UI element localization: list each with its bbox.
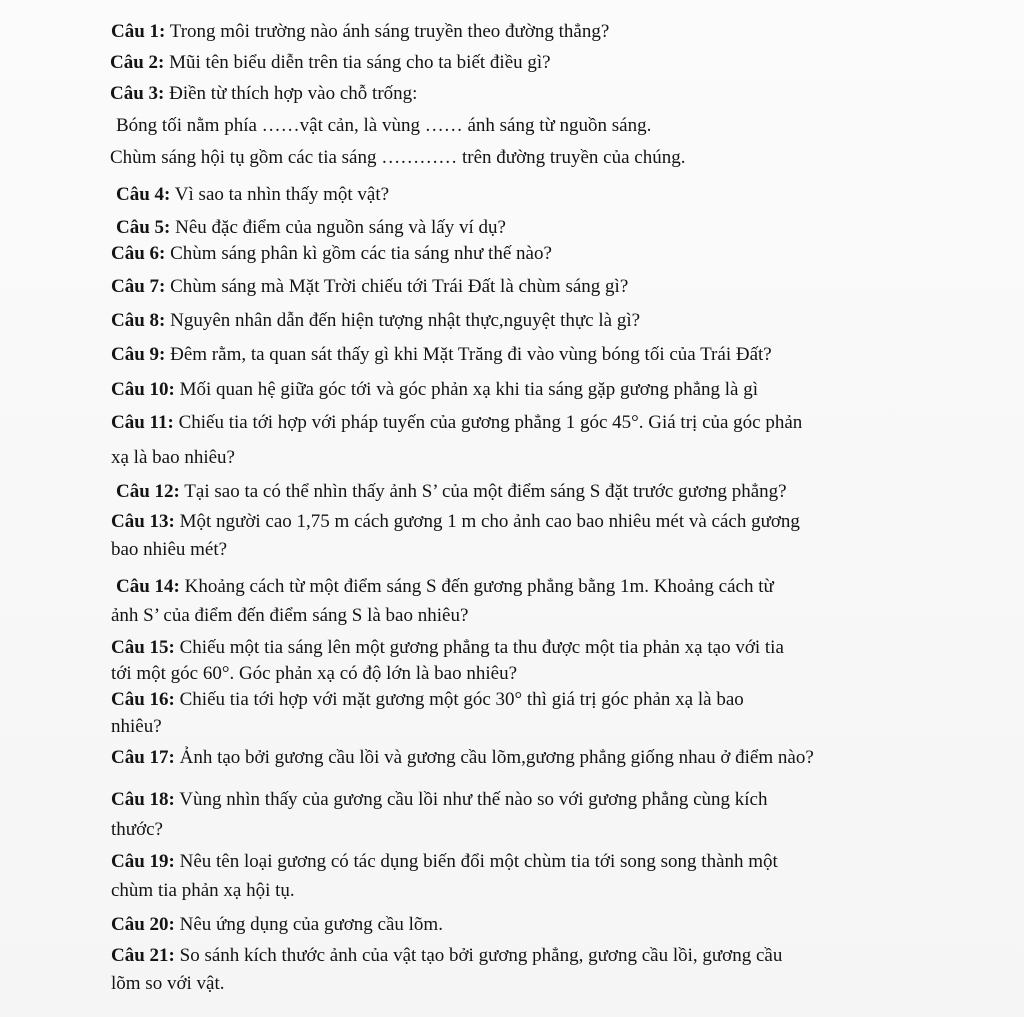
- question-label: Câu 7:: [111, 276, 166, 297]
- question-2: [110, 51, 551, 75]
- question-15: [111, 636, 784, 660]
- question-text: Chùm sáng phân kì gồm các tia sáng như thế nào?: [170, 243, 552, 264]
- question-18-continuation: thước?: [111, 819, 163, 840]
- question-text: Vì sao ta nhìn thấy một vật?: [174, 184, 390, 205]
- question-18: [111, 788, 767, 812]
- question-text: Nêu tên loại gương có tác dụng biến đổi một chùm tia tới song song thành một: [179, 851, 778, 872]
- question-8: [111, 309, 640, 333]
- question-text: Trong môi trường nào ánh sáng truyền theo đường thẳng?: [169, 21, 610, 42]
- question-3: [110, 82, 417, 106]
- question-14: [116, 575, 774, 599]
- question-label: Câu 18:: [111, 789, 175, 810]
- question-label: Câu 9:: [111, 344, 166, 365]
- question-label: Câu 5:: [116, 217, 171, 238]
- question-17: [111, 746, 814, 770]
- question-label: Câu 6:: [111, 243, 166, 264]
- question-label: Câu 12:: [116, 481, 180, 502]
- question-label: Câu 16:: [111, 689, 175, 710]
- question-text: Vùng nhìn thấy của gương cầu lồi như thế nào so với gương phẳng cùng kích: [179, 789, 768, 810]
- question-text: Điền từ thích hợp vào chỗ trống:: [169, 83, 418, 104]
- question-11-continuation: xạ là bao nhiêu?: [111, 447, 235, 468]
- question-text: Nêu đặc điểm của nguồn sáng và lấy ví dụ?: [175, 217, 506, 238]
- question-14-continuation: ảnh S’ của điểm đến điểm sáng S là bao nhiêu?: [111, 605, 469, 626]
- question-text: Chùm sáng mà Mặt Trời chiếu tới Trái Đất là chùm sáng gì?: [170, 276, 629, 297]
- question-text: Ảnh tạo bởi gương cầu lồi và gương cầu lõm,gương phẳng giống nhau ở điểm nào?: [179, 747, 814, 768]
- question-19-continuation: chùm tia phản xạ hội tụ.: [111, 880, 295, 901]
- question-text: Một người cao 1,75 m cách gương 1 m cho ảnh cao bao nhiêu mét và cách gương: [179, 511, 800, 532]
- question-label: Câu 21:: [111, 945, 175, 966]
- question-11: [111, 411, 802, 435]
- question-label: Câu 4:: [116, 184, 171, 205]
- question-text: So sánh kích thước ảnh của vật tạo bởi gương phẳng, gương cầu lồi, gương cầu: [179, 945, 783, 966]
- question-4: [116, 183, 389, 207]
- question-label: Câu 19:: [111, 851, 175, 872]
- question-label: Câu 10:: [111, 379, 175, 400]
- question-label: Câu 15:: [111, 637, 175, 658]
- question-19: [111, 850, 778, 874]
- question-text: Khoảng cách từ một điểm sáng S đến gương phẳng bằng 1m. Khoảng cách từ: [184, 576, 774, 597]
- question-text: Chiếu tia tới hợp với mặt gương một góc 30° thì giá trị góc phản xạ là bao: [179, 689, 744, 710]
- question-10: [111, 378, 758, 402]
- question-7: [111, 275, 628, 299]
- question-5: [116, 216, 506, 240]
- question-16: [111, 688, 744, 712]
- question-text: Đêm rằm, ta quan sát thấy gì khi Mặt Trăng đi vào vùng bóng tối của Trái Đất?: [170, 344, 772, 365]
- question-6: [111, 242, 552, 266]
- question-3-fill-line-2: Chùm sáng hội tụ gồm các tia sáng ………… trên đường truyền của chúng.: [110, 147, 686, 168]
- question-label: Câu 8:: [111, 310, 166, 331]
- question-text: Tại sao ta có thể nhìn thấy ảnh S’ của một điểm sáng S đặt trước gương phẳng?: [184, 481, 787, 502]
- question-text: Chiếu tia tới hợp với pháp tuyến của gương phẳng 1 góc 45°. Giá trị của góc phản: [178, 412, 803, 433]
- question-12: [116, 480, 787, 504]
- question-text: Mối quan hệ giữa góc tới và góc phản xạ khi tia sáng gặp gương phẳng là gì: [179, 379, 758, 400]
- question-label: Câu 20:: [111, 914, 175, 935]
- question-text: Mũi tên biểu diễn trên tia sáng cho ta biết điều gì?: [169, 52, 551, 73]
- question-label: Câu 13:: [111, 511, 175, 532]
- question-9: [111, 343, 772, 367]
- question-13-continuation: bao nhiêu mét?: [111, 539, 228, 560]
- question-21: [111, 944, 782, 968]
- question-text: Nêu ứng dụng của gương cầu lõm.: [179, 914, 443, 935]
- question-label: Câu 3:: [110, 83, 165, 104]
- question-20: [111, 913, 443, 937]
- question-15-continuation: tới một góc 60°. Góc phản xạ có độ lớn là bao nhiêu?: [111, 663, 518, 684]
- question-1: [111, 20, 609, 44]
- question-3-fill-line-1: Bóng tối nằm phía ……vật cản, là vùng …… ánh sáng từ nguồn sáng.: [116, 115, 652, 136]
- question-text: Chiếu một tia sáng lên một gương phẳng ta thu được một tia phản xạ tạo với tia: [179, 637, 784, 658]
- question-label: Câu 2:: [110, 52, 165, 73]
- question-label: Câu 1:: [111, 21, 166, 42]
- question-text: Nguyên nhân dẫn đến hiện tượng nhật thực,nguyệt thực là gì?: [170, 310, 641, 331]
- question-label: Câu 17:: [111, 747, 175, 768]
- question-label: Câu 11:: [111, 412, 174, 433]
- question-16-continuation: nhiêu?: [111, 716, 162, 737]
- question-21-continuation: lõm so với vật.: [111, 973, 225, 994]
- question-13: [111, 510, 800, 534]
- question-label: Câu 14:: [116, 576, 180, 597]
